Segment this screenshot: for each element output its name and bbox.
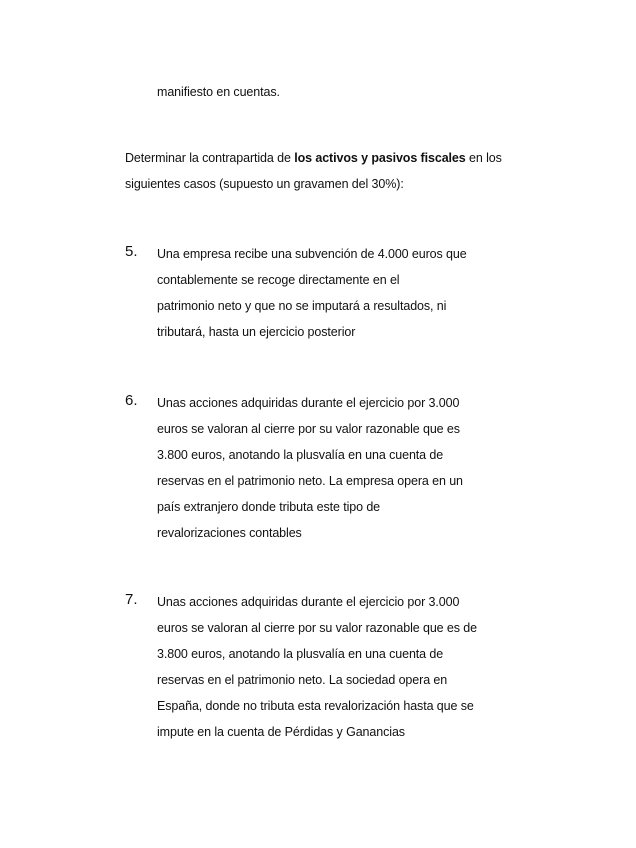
continuation-text-line: manifiesto en cuentas. bbox=[157, 85, 280, 99]
intro-line-1 bbox=[125, 150, 502, 166]
item-line: patrimonio neto y que no se imputará a resultados, ni bbox=[157, 299, 447, 313]
item-number: 6. bbox=[125, 392, 138, 409]
item-line: Unas acciones adquiridas durante el ejercicio por 3.000 bbox=[157, 595, 460, 609]
item-line: euros se valoran al cierre por su valor razonable que es bbox=[157, 422, 460, 436]
item-line: Una empresa recibe una subvención de 4.000 euros que bbox=[157, 247, 467, 261]
item-line: país extranjero donde tributa este tipo de bbox=[157, 500, 381, 514]
item-line: impute en la cuenta de Pérdidas y Ganancias bbox=[157, 725, 405, 739]
intro-text-pre: Determinar la contrapartida de bbox=[125, 151, 295, 165]
item-line: Unas acciones adquiridas durante el ejercicio por 3.000 bbox=[157, 396, 460, 410]
intro-text-bold: los activos y pasivos fiscales bbox=[294, 151, 466, 165]
intro-text-post: en los bbox=[465, 151, 502, 165]
item-line: contablemente se recoge directamente en el bbox=[157, 273, 400, 287]
item-number: 7. bbox=[125, 591, 138, 608]
item-number: 5. bbox=[125, 243, 138, 260]
item-line: España, donde no tributa esta revalorización hasta que se bbox=[157, 699, 474, 713]
item-line: tributará, hasta un ejercicio posterior bbox=[157, 325, 356, 339]
intro-line-2: siguientes casos (supuesto un gravamen del 30%): bbox=[125, 177, 404, 191]
item-line: 3.800 euros, anotando la plusvalía en una cuenta de bbox=[157, 647, 444, 661]
item-line: revalorizaciones contables bbox=[157, 526, 302, 540]
item-line: reservas en el patrimonio neto. La empresa opera en un bbox=[157, 474, 463, 488]
item-line: 3.800 euros, anotando la plusvalía en una cuenta de bbox=[157, 448, 444, 462]
item-line: euros se valoran al cierre por su valor razonable que es de bbox=[157, 621, 477, 635]
item-line: reservas en el patrimonio neto. La sociedad opera en bbox=[157, 673, 448, 687]
